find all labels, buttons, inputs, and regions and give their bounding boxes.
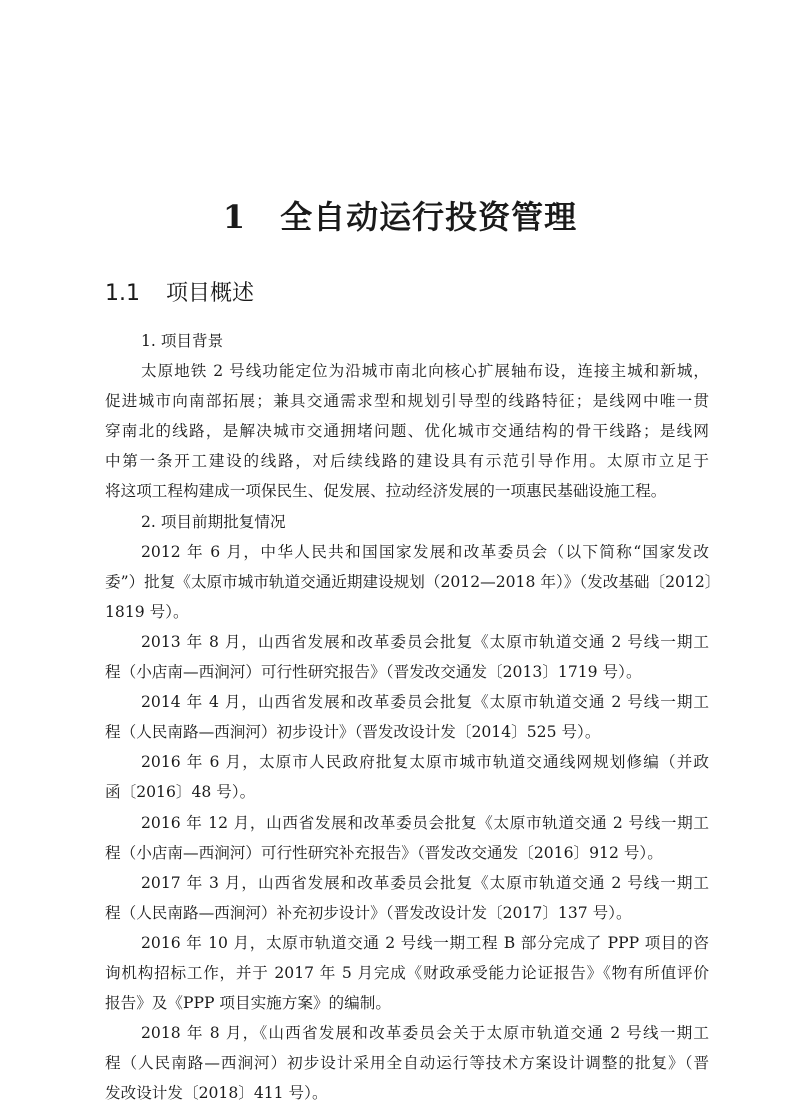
text-line: 程（人民南路—西涧河）补充初步设计》（晋发改设计发〔2017〕137 号）。 bbox=[105, 903, 632, 922]
body-text bbox=[105, 326, 721, 1108]
paragraph bbox=[105, 537, 721, 627]
subheading bbox=[105, 326, 709, 356]
text-line: 报告》及《PPP 项目实施方案》的编制。 bbox=[105, 994, 391, 1013]
text-line: 程（人民南路—西涧河）初步设计》（晋发改设计发〔2014〕525 号）。 bbox=[105, 723, 601, 742]
text-line: 中第一条开工建设的线路，对后续线路的建设具有示范引导作用。太原市立足于 bbox=[105, 452, 709, 471]
text-line: 2016 年 6 月，太原市人民政府批复太原市城市轨道交通线网规划修编（并政 bbox=[141, 753, 709, 772]
text-line: 委”）批复《太原市城市轨道交通近期建设规划（2012—2018 年）》（发改基础〔2012〕 bbox=[105, 572, 721, 591]
paragraph bbox=[105, 928, 709, 1018]
section-number: 1.1 bbox=[105, 281, 140, 306]
text-line: 2018 年 8 月，《山西省发展和改革委员会关于太原市轨道交通 2 号线一期工 bbox=[141, 1024, 709, 1043]
text-line: 程（小店南—西涧河）可行性研究补充报告》（晋发改交通发〔2016〕912 号）。 bbox=[105, 843, 663, 862]
section-title bbox=[105, 278, 254, 310]
text-line: 2016 年 12 月，山西省发展和改革委员会批复《太原市轨道交通 2 号线一期工 bbox=[141, 813, 709, 832]
paragraph bbox=[105, 747, 709, 807]
text-line: 促进城市向南部拓展；兼具交通需求型和规划引导型的线路特征；是线网中唯一贯 bbox=[105, 392, 709, 411]
text-line: 2017 年 3 月，山西省发展和改革委员会批复《太原市轨道交通 2 号线一期工 bbox=[141, 873, 709, 892]
paragraph bbox=[105, 687, 709, 747]
text-line: 程（小店南—西涧河）可行性研究报告》（晋发改交通发〔2013〕1719 号）。 bbox=[105, 663, 642, 682]
text-line: 2014 年 4 月，山西省发展和改革委员会批复《太原市轨道交通 2 号线一期工 bbox=[141, 693, 709, 712]
text-line: 2012 年 6 月，中华人民共和国国家发展和改革委员会（以下简称“国家发改 bbox=[141, 542, 709, 561]
chapter-number: 1 bbox=[222, 198, 247, 236]
paragraph bbox=[105, 808, 709, 868]
paragraph bbox=[105, 1018, 709, 1108]
text-line: 函〔2016〕48 号）。 bbox=[105, 783, 256, 802]
paragraph bbox=[105, 627, 709, 687]
text-line: 程（人民南路—西涧河）初步设计采用全自动运行等技术方案设计调整的批复》（晋 bbox=[105, 1054, 709, 1073]
section-title-text: 项目概述 bbox=[166, 281, 255, 306]
text-line: 2016 年 10 月，太原市轨道交通 2 号线一期工程 B 部分完成了 PPP 项目的咨 bbox=[141, 933, 709, 952]
paragraph bbox=[105, 356, 709, 506]
chapter-title bbox=[0, 193, 800, 241]
chapter-title-text: 全自动运行投资管理 bbox=[280, 198, 578, 236]
text-line: 1819 号）。 bbox=[105, 602, 189, 621]
text-line: 太原地铁 2 号线功能定位为沿城市南北向核心扩展轴布设，连接主城和新城， bbox=[141, 362, 709, 381]
text-line: 询机构招标工作，并于 2017 年 5 月完成《财政承受能力论证报告》《物有所值评价 bbox=[105, 963, 709, 982]
text-line: 1. 项目背景 bbox=[141, 332, 224, 350]
subheading bbox=[105, 507, 709, 537]
text-line: 2013 年 8 月，山西省发展和改革委员会批复《太原市轨道交通 2 号线一期工 bbox=[141, 632, 709, 651]
text-line: 将这项工程构建成一项保民生、促发展、拉动经济发展的一项惠民基础设施工程。 bbox=[105, 482, 667, 501]
paragraph bbox=[105, 868, 709, 928]
text-line: 2. 项目前期批复情况 bbox=[141, 512, 286, 531]
text-line: 发改设计发〔2018〕411 号）。 bbox=[105, 1084, 328, 1103]
text-line: 穿南北的线路，是解决城市交通拥堵问题、优化城市交通结构的骨干线路；是线网 bbox=[105, 422, 709, 441]
